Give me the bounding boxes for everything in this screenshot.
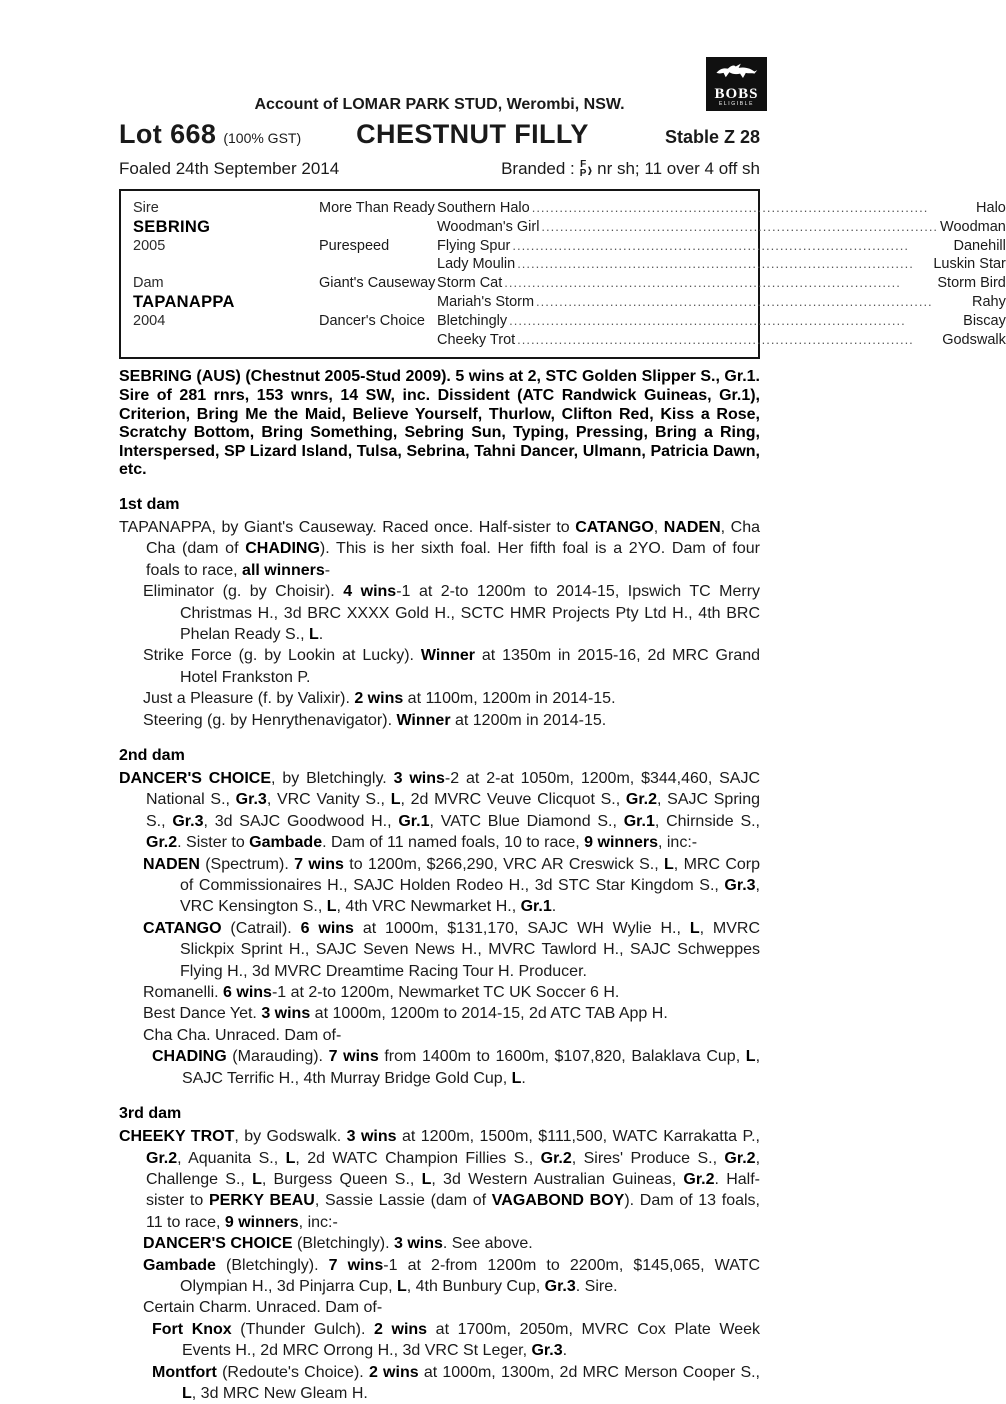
text-run: , 4th VRC Newmarket H., xyxy=(336,898,521,916)
gen3-row xyxy=(437,255,1006,274)
text-run: NADEN xyxy=(663,518,721,536)
text-run: 2 wins xyxy=(368,1363,419,1381)
text-run: , inc:- xyxy=(657,834,698,852)
gen3-sire: Godswalk xyxy=(942,331,1006,348)
gen3-sire: Storm Bird xyxy=(937,275,1006,292)
text-run: L xyxy=(511,1069,522,1087)
text-run: , 3d MRC New Gleam H. xyxy=(191,1384,368,1402)
text-run: Gr.3 xyxy=(235,791,267,809)
text-run: , Cha Cha (dam of xyxy=(146,518,761,558)
text-run: Eliminator (g. by Choisir). xyxy=(143,583,344,601)
gen3-row xyxy=(437,218,1006,237)
pedigree-paragraph xyxy=(119,1255,760,1298)
text-run: (Redoute's Choice). xyxy=(216,1363,369,1381)
text-run: L xyxy=(252,1170,262,1188)
gen3-name: Flying Spur xyxy=(437,237,511,254)
gen3-row xyxy=(437,274,1006,293)
text-run: , Burgess Queen S., xyxy=(261,1170,422,1188)
text-run: . xyxy=(562,1342,568,1360)
text-run: L xyxy=(285,1149,296,1167)
text-run: 3 wins xyxy=(346,1128,397,1146)
gen3-row xyxy=(437,199,1006,218)
text-run: L xyxy=(308,625,319,643)
text-run: at 1000m, 1300m, 2d MRC Merson Cooper S., xyxy=(418,1363,761,1381)
text-run: L xyxy=(390,791,401,809)
pedigree-paragraph xyxy=(119,517,760,581)
text-run: CHEEKY TROT xyxy=(119,1128,235,1146)
text-run: L xyxy=(396,1277,407,1295)
branded-label: Branded : xyxy=(501,159,575,178)
text-run: , xyxy=(653,518,664,536)
text-run: . Half-sister to xyxy=(146,1170,760,1210)
section-heading: 2nd dam xyxy=(119,747,185,764)
text-run: (Bletchingly). xyxy=(215,1256,329,1274)
pedigree-paragraph xyxy=(119,1025,760,1046)
lot-number: Lot 668 xyxy=(119,119,217,149)
text-run: 3 wins xyxy=(261,1005,311,1023)
gen3-sire: Luskin Star xyxy=(933,256,1006,273)
gen2-name: Giant's Causeway xyxy=(319,275,436,292)
pedigree-paragraph xyxy=(119,854,760,918)
dam-year: 2004 xyxy=(133,312,166,329)
text-run: Winner xyxy=(396,711,451,729)
dam-sections xyxy=(119,496,760,1404)
text-run: Gr.2 xyxy=(683,1170,715,1188)
text-run: , VRC Vanity S., xyxy=(266,791,391,809)
text-run: . See above. xyxy=(442,1235,533,1253)
text-run: Gr.3 xyxy=(531,1342,563,1360)
dot-leader xyxy=(512,237,951,256)
gen3-name: Bletchingly xyxy=(437,312,508,329)
text-run: Fort Knox xyxy=(152,1320,232,1338)
text-run: Gr.1 xyxy=(398,812,430,830)
dam-label: Dam xyxy=(133,275,164,292)
sire-year: 2005 xyxy=(133,237,166,254)
pedigree-paragraph xyxy=(119,982,760,1003)
gen3-name: Storm Cat xyxy=(437,275,503,292)
text-run: 9 winners xyxy=(584,834,658,852)
gen3-name: Mariah's Storm xyxy=(437,293,535,310)
text-run: (Bletchingly). xyxy=(292,1235,394,1253)
text-run: , Sires' Produce S., xyxy=(571,1149,725,1167)
text-run: - xyxy=(324,561,331,579)
gen3-name: Southern Halo xyxy=(437,200,530,216)
pedigree-table xyxy=(119,189,1006,359)
sire-name: SEBRING xyxy=(133,217,211,236)
pedigree-paragraph xyxy=(119,1297,760,1318)
text-run: L xyxy=(745,1048,756,1066)
pedigree-paragraph xyxy=(119,918,760,982)
gen3-sire: Danehill xyxy=(953,237,1006,254)
gen3-row xyxy=(437,237,1006,256)
text-run: DANCER'S CHOICE xyxy=(143,1235,293,1253)
text-run: , SAJC Spring S., xyxy=(146,791,761,830)
text-run: , 4th Bunbury Cup, xyxy=(406,1277,545,1295)
text-run: 7 wins xyxy=(328,1256,384,1274)
brand-letters xyxy=(580,160,587,178)
text-run: 3 wins xyxy=(393,1235,443,1253)
text-run: Gambade xyxy=(143,1256,216,1274)
text-run: to 1200m, $266,290, VRC AR Creswick S., xyxy=(343,855,665,873)
pedigree-paragraph xyxy=(119,1126,760,1233)
text-run: Just a Pleasure (f. by Valixir). xyxy=(143,690,355,708)
text-run: CHADING xyxy=(152,1048,227,1066)
pedigree-paragraph xyxy=(119,768,760,854)
text-run: 9 winners xyxy=(224,1213,299,1231)
text-run: Gr.2 xyxy=(724,1149,756,1167)
foaled-date: Foaled 24th September 2014 xyxy=(119,159,340,178)
text-run: at 1000m, $131,170, SAJC WH Wylie H., xyxy=(353,919,690,937)
text-run: at 1000m, 1200m to 2014-15, 2d ATC TAB App H. xyxy=(310,1005,668,1023)
horse-title: CHESTNUT FILLY xyxy=(356,119,589,149)
text-run: , 2d WATC Champion Fillies S., xyxy=(295,1149,541,1167)
text-run: 4 wins xyxy=(343,583,397,601)
foal-brand-row xyxy=(119,159,760,179)
pedigree-paragraph xyxy=(119,1362,760,1404)
text-run: VAGABOND BOY xyxy=(491,1192,625,1210)
text-run: Strike Force (g. by Lookin at Lucky). xyxy=(143,647,421,665)
text-run: -1 at 2-from 1200m to 2200m, $145,065, WATC Olympian H., 3d Pinjarra Cup, xyxy=(180,1256,761,1295)
dot-leader xyxy=(517,255,931,274)
text-run: L xyxy=(421,1170,432,1188)
dam-name: TAPANAPPA xyxy=(133,292,235,311)
brand-mark-icon xyxy=(579,157,593,181)
text-run: . xyxy=(551,898,557,916)
text-run: Romanelli. xyxy=(143,984,224,1002)
text-run: (Thunder Gulch). xyxy=(231,1320,374,1338)
gen3-sire: Rahy xyxy=(972,293,1006,310)
gen3-row xyxy=(437,293,1006,312)
text-run: CATANGO xyxy=(575,518,654,536)
text-run: 6 wins xyxy=(300,919,354,937)
gen2-name: Dancer's Choice xyxy=(319,312,425,329)
gen2-name: Purespeed xyxy=(319,237,390,254)
text-run: Certain Charm. Unraced. Dam of- xyxy=(143,1299,383,1317)
text-run: L xyxy=(689,919,700,937)
text-run: L xyxy=(326,898,337,916)
text-run: 6 wins xyxy=(223,984,272,1002)
text-run: Gr.2 xyxy=(146,1149,178,1167)
text-run: 2 wins xyxy=(374,1320,428,1338)
account-line: Account of LOMAR PARK STUD, Werombi, NSW. xyxy=(254,96,625,113)
dot-leader xyxy=(536,293,970,312)
text-run: Gr.2 xyxy=(146,834,178,852)
text-run: Gr.3 xyxy=(172,812,204,830)
text-run: -2 at 2-at 1050m, 1200m, $344,460, SAJC National S., xyxy=(146,770,761,809)
text-run: NADEN xyxy=(143,855,200,873)
gen3-name: Cheeky Trot xyxy=(437,331,516,348)
text-run: Gr.3 xyxy=(544,1277,576,1295)
logo-subtitle: ELIGIBLE xyxy=(718,101,755,107)
branded-description: nr sh; 11 over 4 off sh xyxy=(597,159,760,178)
text-run: from 1400m to 1600m, $107,820, Balaklava Cup, xyxy=(378,1048,746,1066)
text-run: Gr.1 xyxy=(623,812,655,830)
text-run: , by Godswalk. xyxy=(234,1128,347,1146)
brand-letter-bottom: P xyxy=(579,168,587,179)
dot-leader xyxy=(517,331,940,350)
text-run: , 2d MVRC Veuve Clicquot S., xyxy=(400,791,626,809)
text-run: L xyxy=(664,855,674,873)
gen3-row xyxy=(437,312,1006,331)
gen3-sire: Biscay xyxy=(963,312,1006,329)
dot-leader xyxy=(532,199,974,218)
text-run: Montfort xyxy=(152,1363,217,1381)
section-heading: 1st dam xyxy=(119,495,180,513)
text-run: Winner xyxy=(420,647,475,665)
text-run: , by Bletchingly. xyxy=(271,770,394,787)
text-run: PERKY BEAU xyxy=(208,1192,315,1210)
text-run: , Chirnside S., xyxy=(654,812,761,830)
text-run: L xyxy=(182,1384,192,1402)
logo-title: BOBS xyxy=(714,86,759,102)
pedigree-paragraph xyxy=(119,1003,760,1024)
text-run: ). This is her sixth foal. Her fifth foal is a 2YO. Dam of four foals to race, xyxy=(146,540,761,579)
text-run: , 3d Western Australian Guineas, xyxy=(431,1170,684,1188)
text-run: 7 wins xyxy=(328,1048,379,1066)
text-run: Gambade xyxy=(249,834,323,852)
pedigree-paragraph xyxy=(119,645,760,688)
brand-arrow-icon: › xyxy=(587,157,593,181)
text-run: , VRC Kensington S., xyxy=(180,877,760,916)
sire-label: Sire xyxy=(133,200,159,216)
text-run: CHADING xyxy=(245,540,320,558)
gst-note: (100% GST) xyxy=(223,130,302,146)
text-run: all winners xyxy=(242,561,325,579)
text-run: DANCER'S CHOICE xyxy=(119,770,272,787)
text-run: at 1200m, 1500m, $111,500, WATC Karrakatta P., xyxy=(396,1128,760,1146)
text-run: Best Dance Yet. xyxy=(143,1005,262,1023)
text-run: CATANGO xyxy=(143,919,222,937)
text-run: Gr.2 xyxy=(540,1149,572,1167)
text-run: at 1200m in 2014-15. xyxy=(450,711,607,729)
text-run: . Sister to xyxy=(177,834,250,852)
text-run: , VATC Blue Diamond S., xyxy=(429,812,624,830)
text-run: , inc:- xyxy=(298,1213,338,1231)
text-run: , SAJC Terrific H., 4th Murray Bridge Gold Cup, xyxy=(182,1048,761,1087)
sire-block xyxy=(133,199,319,274)
text-run: Cha Cha. Unraced. Dam of- xyxy=(143,1026,342,1044)
text-run: , Challenge S., xyxy=(146,1149,761,1188)
text-run: at 1700m, 2050m, MVRC Cox Plate Week Events H., 2d MRC Orrong H., 3d VRC St Leger, xyxy=(182,1320,760,1360)
text-run: . xyxy=(318,625,324,643)
text-run: , Aquanita S., xyxy=(177,1149,286,1167)
page-content xyxy=(119,0,1006,1404)
text-run: -1 at 2-to 1200m to 2014-15, Ipswich TC Merry Christmas H., 3d BRC XXXX Gold H., SCTC HMR Projects Pty Ltd H., 4th BRC Phelan Ready S., xyxy=(180,583,761,643)
text-run: , Sassie Lassie (dam of xyxy=(314,1192,492,1210)
text-run: 3 wins xyxy=(393,770,445,787)
dot-leader xyxy=(541,218,938,237)
pedigree-paragraph xyxy=(119,1319,760,1362)
brand-letter-top: F xyxy=(580,159,587,170)
text-run: (Marauding). xyxy=(226,1048,329,1066)
dot-leader xyxy=(509,312,961,331)
dot-leader xyxy=(504,274,935,293)
text-run: , MVRC Slickpix Sprint H., SAJC Seven News H., MVRC Tawlord H., SAJC Schweppes Flying H., 3d MVRC Dreamtime Racing Tour H. Producer. xyxy=(180,919,761,980)
dam-block xyxy=(133,274,319,349)
gen3-name: Lady Moulin xyxy=(437,256,516,273)
text-run: Gr.2 xyxy=(625,791,658,809)
gen3-sire: Halo xyxy=(976,200,1006,216)
text-run: . xyxy=(521,1069,526,1087)
text-run: , 3d SAJC Goodwood H., xyxy=(203,812,399,830)
pedigree-paragraph xyxy=(119,710,760,731)
text-run: ). Dam of 13 foals, 11 to race, xyxy=(146,1192,761,1231)
text-run: at 1100m, 1200m in 2014-15. xyxy=(403,690,616,708)
text-run: Gr.3 xyxy=(724,877,756,895)
text-run: . Dam of 11 named foals, 10 to race, xyxy=(322,834,585,852)
text-run: Steering (g. by Henrythenavigator). xyxy=(143,711,397,729)
text-run: at 1350m in 2015-16, 2d MRC Grand Hotel Frankston P. xyxy=(180,647,761,686)
gen3-sire: Woodman xyxy=(940,218,1006,235)
text-run: 2 wins xyxy=(354,690,404,708)
stable-number: Stable Z 28 xyxy=(664,127,760,147)
section-heading: 3rd dam xyxy=(119,1105,182,1123)
pedigree-paragraph xyxy=(119,581,760,645)
pedigree-paragraph xyxy=(119,1233,760,1254)
pedigree-paragraph xyxy=(119,1046,760,1089)
pedigree-paragraph xyxy=(119,688,760,709)
branded-info xyxy=(501,159,760,179)
sire-summary: SEBRING (AUS) (Chestnut 2005-Stud 2009). 5 wins at 2, STC Golden Slipper S., Gr.1. Sire of 281 rnrs, 153 wnrs, 14 SW, inc. Dissident (ATC Randwick Guineas, Gr.1), Criterion, Bring Me the Maid, Believe Yourself, Thurlow, Clifton Red, Kiss a Rose, Scratchy Bottom, Bring Something, Sebring Sun, Typing, Pressing, Bring a Ring, Interspersed, SP Lizard Island, Tulsa, Sebrina, Tahni Dancer, Ulmann, Patricia Dawn, etc. xyxy=(119,368,760,479)
text-run: , MRC Corp of Commissionaires H., SAJC Holden Rodeo H., 3d STC Star Kingdom S., xyxy=(180,855,761,895)
gen2-name: More Than Ready xyxy=(319,200,435,216)
gen3-row xyxy=(437,331,1006,350)
text-run: -1 at 2-to 1200m, Newmarket TC UK Soccer 6 H. xyxy=(271,984,620,1002)
text-run: (Catrail). xyxy=(221,919,301,937)
text-run: TAPANAPPA, by Giant's Causeway. Raced once. Half-sister to xyxy=(119,518,576,536)
lot-header xyxy=(119,119,760,150)
text-run: 7 wins xyxy=(294,855,344,873)
text-run: Gr.1 xyxy=(520,898,552,916)
text-run: . Sire. xyxy=(575,1277,618,1295)
text-run: (Spectrum). xyxy=(199,855,295,873)
gen3-name: Woodman's Girl xyxy=(437,218,540,235)
